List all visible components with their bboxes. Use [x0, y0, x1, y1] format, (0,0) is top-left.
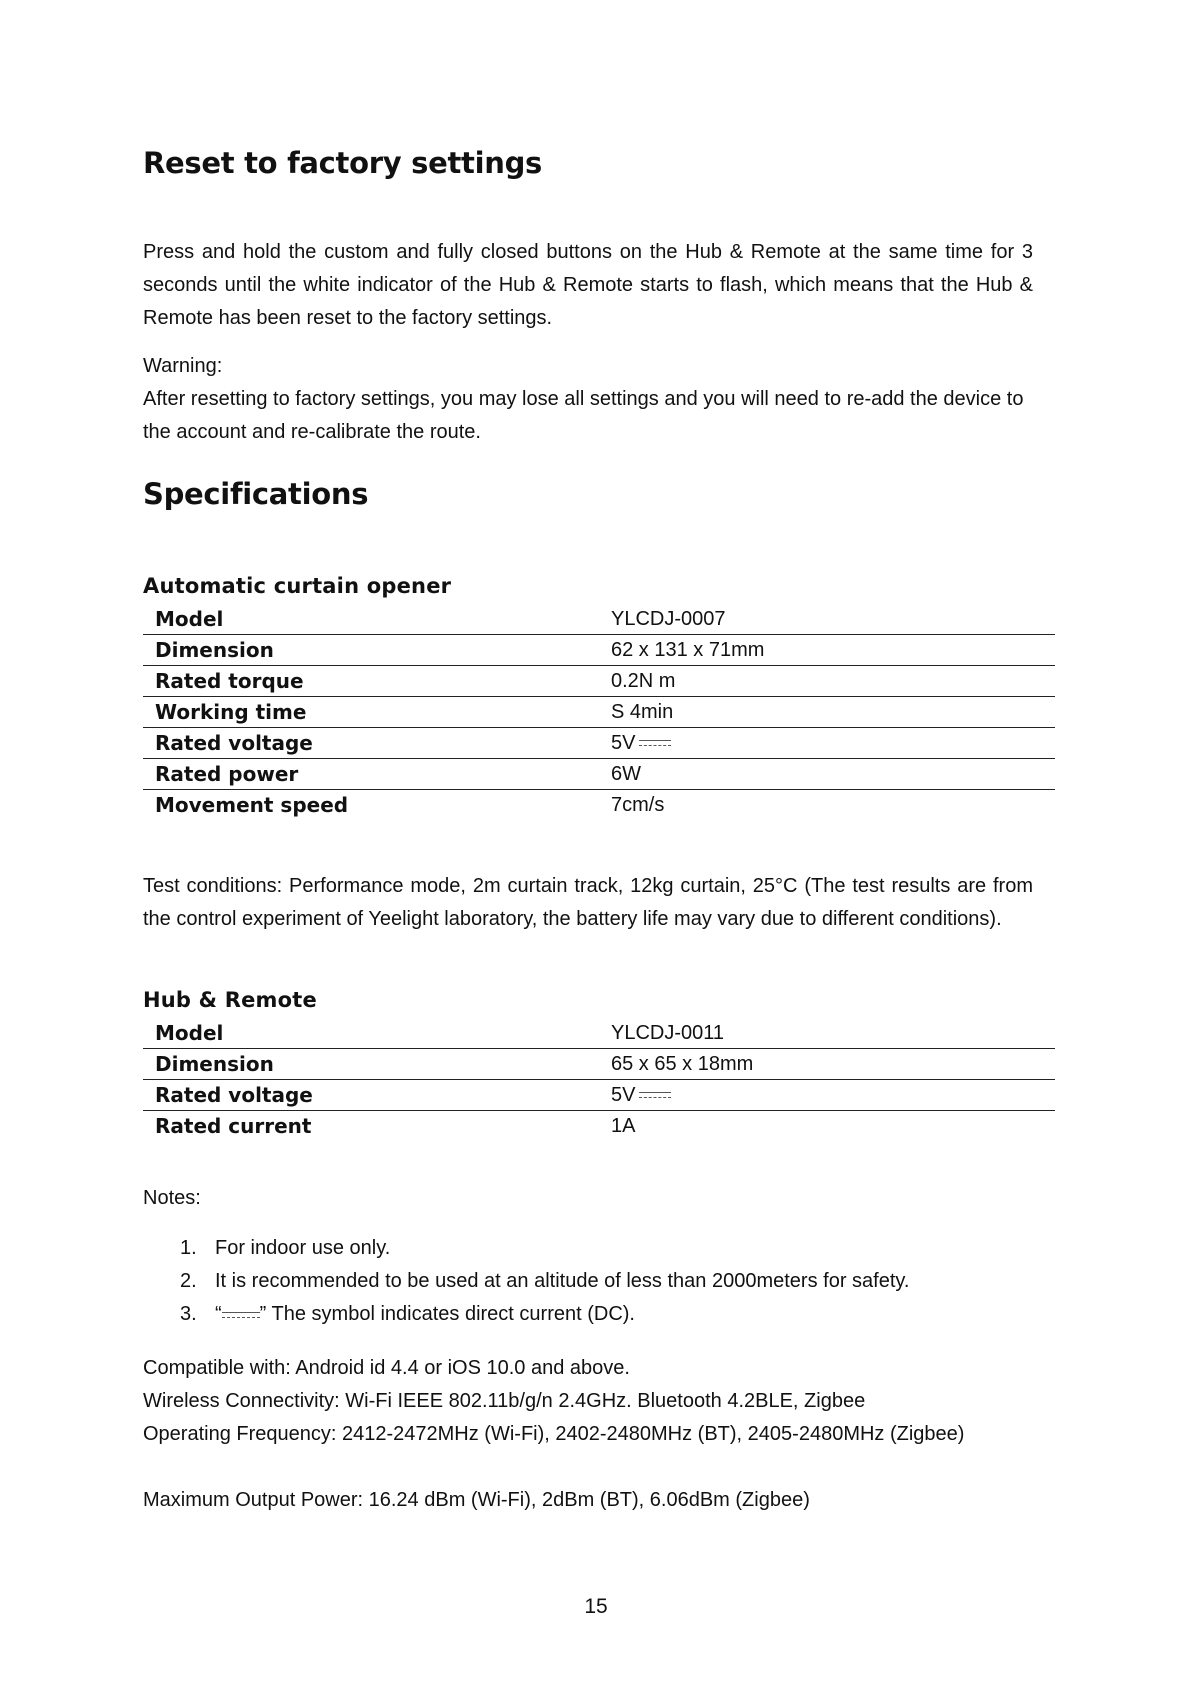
- note-number: 2.: [180, 1270, 197, 1292]
- spec-value: 62 x 131 x 71mm: [611, 635, 1055, 666]
- table-row: [143, 1111, 1055, 1142]
- table-row: [143, 1049, 1055, 1080]
- warning-text: After resetting to factory settings, you may lose all settings and you will need to re-add the device to the account and re-calibrate the route.: [143, 388, 1024, 443]
- spec-key: Movement speed: [143, 790, 611, 821]
- operating-frequency: Operating Frequency: 2412-2472MHz (Wi-Fi), 2402-2480MHz (BT), 2405-2480MHz (Zigbee): [143, 1423, 965, 1445]
- note-text: It is recommended to be used at an altitude of less than 2000meters for safety.: [215, 1270, 910, 1292]
- note-number: 3.: [180, 1303, 197, 1325]
- spec-key: Working time: [143, 697, 611, 728]
- spec-value: 0.2N m: [611, 666, 1055, 697]
- spec-value: YLCDJ-0011: [611, 1021, 725, 1044]
- spec-key: Rated voltage: [143, 1080, 611, 1111]
- compatible-with: Compatible with: Android id 4.4 or iOS 10.0 and above.: [143, 1357, 630, 1379]
- hub-remote-title: Hub & Remote: [143, 988, 317, 1012]
- spec-key: Model: [155, 1021, 224, 1045]
- table-row: [143, 666, 1055, 697]
- direct-current-symbol-icon: [639, 739, 671, 747]
- table-row: [143, 1080, 1055, 1111]
- spec-value: 5V: [611, 731, 636, 754]
- specifications-heading: Specifications: [143, 477, 369, 511]
- direct-current-symbol-icon: [639, 1091, 671, 1099]
- list-item: [180, 1232, 1060, 1265]
- maximum-output-power: Maximum Output Power: 16.24 dBm (Wi-Fi), 2dBm (BT), 6.06dBm (Zigbee): [143, 1489, 810, 1511]
- curtain-opener-title: Automatic curtain opener: [143, 574, 452, 598]
- list-item: [180, 1298, 1060, 1331]
- spec-value: 6W: [611, 759, 1055, 790]
- curtain-spec-table: [143, 604, 1055, 820]
- note-number: 1.: [180, 1237, 197, 1259]
- table-row: [143, 759, 1055, 790]
- hub-spec-table: [143, 1018, 1055, 1141]
- reset-heading: Reset to factory settings: [143, 146, 542, 180]
- table-row: [143, 635, 1055, 666]
- spec-key: Rated torque: [143, 666, 611, 697]
- table-row: [143, 728, 1055, 759]
- spec-value-cell: [611, 1080, 1055, 1111]
- page-number: 15: [584, 1595, 608, 1618]
- table-row: [143, 604, 1055, 635]
- spec-key: Rated voltage: [143, 728, 611, 759]
- spec-value: 5V: [611, 1083, 636, 1106]
- spec-key: Dimension: [143, 1049, 611, 1080]
- spec-key: Rated current: [143, 1111, 611, 1142]
- reset-body: Press and hold the custom and fully closed buttons on the Hub & Remote at the same time for 3 seconds until the white indicator of the Hub & Remote starts to flash, which means that the Hub & Remote has been reset to the factory settings.: [143, 241, 1033, 329]
- spec-value: 1A: [611, 1111, 1055, 1142]
- warning-label: Warning:: [143, 355, 223, 377]
- spec-key: Dimension: [143, 635, 611, 666]
- wireless-connectivity: Wireless Connectivity: Wi-Fi IEEE 802.11b/g/n 2.4GHz. Bluetooth 4.2BLE, Zigbee: [143, 1390, 866, 1412]
- test-conditions: Test conditions: Performance mode, 2m curtain track, 12kg curtain, 25°C (The test results are from the control experiment of Yeelight laboratory, the battery life may vary due to different conditions).: [143, 875, 1033, 930]
- note-text: ” The symbol indicates direct current (DC).: [259, 1303, 635, 1325]
- spec-value: 7cm/s: [611, 790, 1055, 821]
- spec-value: S 4min: [611, 697, 1055, 728]
- spec-value-cell: [611, 728, 1055, 759]
- spec-value: 65 x 65 x 18mm: [611, 1049, 1055, 1080]
- table-row: [143, 1018, 1055, 1049]
- table-row: [143, 697, 1055, 728]
- note-open-quote: “: [215, 1303, 222, 1325]
- notes-label: Notes:: [143, 1187, 201, 1209]
- list-item: [180, 1265, 1060, 1298]
- spec-value: YLCDJ-0007: [611, 607, 726, 630]
- table-row: [143, 790, 1055, 821]
- spec-key: Rated power: [143, 759, 611, 790]
- spec-key: Model: [155, 607, 224, 631]
- notes-list: [180, 1232, 1060, 1331]
- note-text: For indoor use only.: [215, 1237, 391, 1259]
- direct-current-symbol-icon: [222, 1311, 260, 1319]
